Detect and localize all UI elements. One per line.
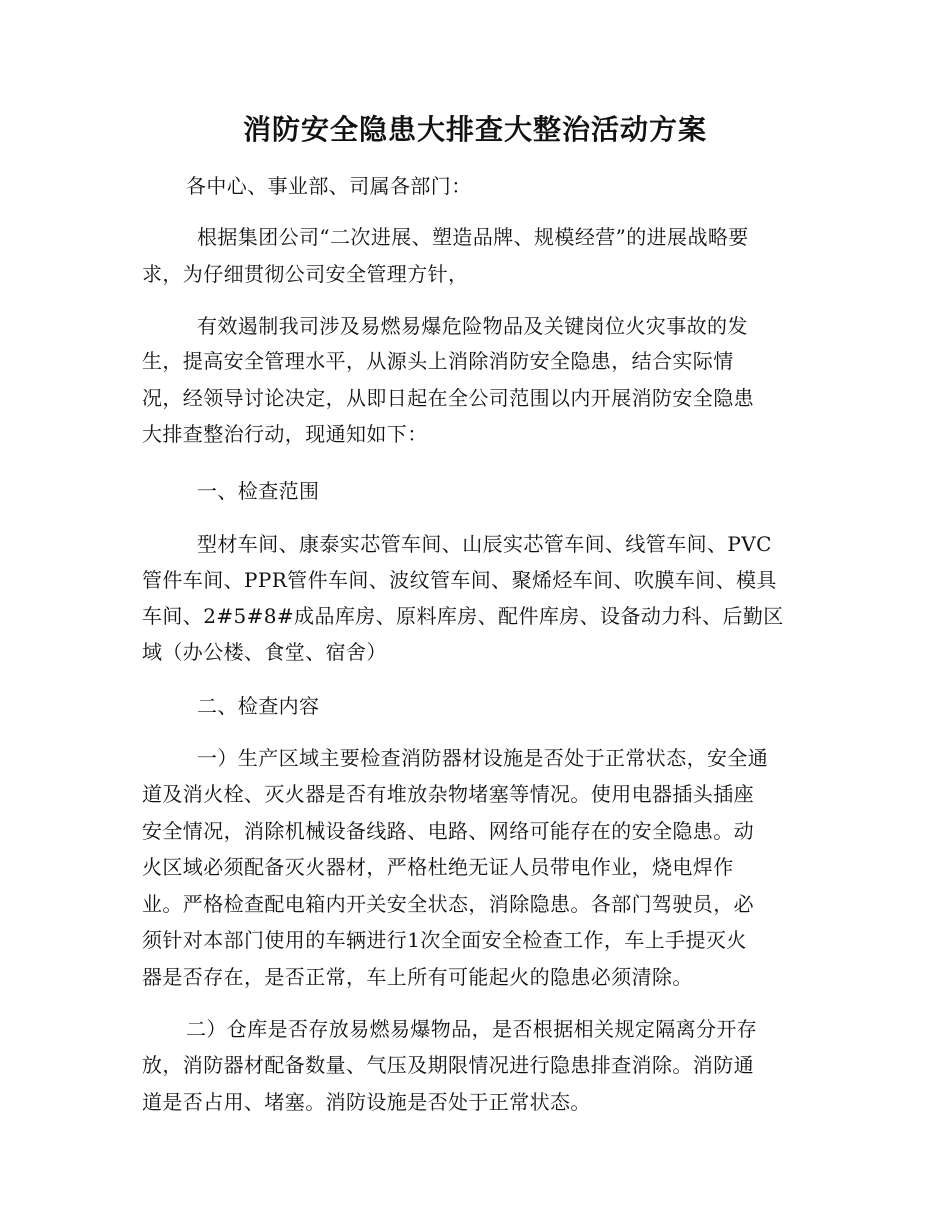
- scope-line-1: 型材车间、康泰实芯管车间、山辰实芯管车间、线管车间、PVC: [197, 532, 772, 556]
- purpose-line-3: 况，经领导讨论决定，从即日起在全公司范围以内开展消防安全隐患: [142, 386, 754, 410]
- purpose-line-4: 大排查整治行动，现通知如下：: [142, 422, 428, 446]
- content-1-line-3: 安全情况，消除机械设备线路、电路、网络可能存在的安全隐患。动: [142, 819, 754, 843]
- intro-line-1: 根据集团公司“二次进展、塑造品牌、规模经营”的进展战略要: [197, 225, 749, 249]
- scope-line-2: 管件车间、PPR管件车间、波纹管车间、聚烯烃车间、吹膜车间、模具: [142, 568, 777, 592]
- content-1-line-4: 火区域必须配备灭火器材，严格杜绝无证人员带电作业，烧电焊作: [142, 855, 734, 879]
- purpose-line-2: 生，提高安全管理水平，从源头上消除消防安全隐患，结合实际情: [142, 349, 734, 373]
- section-heading-content: 二、检查内容: [197, 694, 320, 718]
- content-2-line-1: 二）仓库是否存放易燃易爆物品，是否根据相关规定隔离分开存: [186, 1017, 758, 1041]
- scope-line-3: 车间、2#5#8#成品库房、原料库房、配件库房、设备动力科、后勤区: [142, 604, 784, 628]
- content-1-line-5: 业。严格检查配电箱内开关安全状态，消除隐患。各部门驾驶员，必: [142, 892, 754, 916]
- scope-line-4: 域（办公楼、食堂、宿舍）: [142, 640, 387, 664]
- content-1-line-7: 器是否存在，是否正常，车上所有可能起火的隐患必须清除。: [142, 965, 693, 989]
- content-1-line-6: 须针对本部门使用的车辆进行1次全面安全检查工作，车上手提灭火: [142, 928, 747, 952]
- content-2-line-2: 放，消防器材配备数量、气压及期限情况进行隐患排查消除。消防通: [142, 1053, 754, 1077]
- purpose-line-1: 有效遏制我司涉及易燃易爆危险物品及关键岗位火灾事故的发: [197, 314, 748, 338]
- intro-line-2: 求，为仔细贯彻公司安全管理方针，: [142, 262, 469, 286]
- content-2-line-3: 道是否占用、堵塞。消防设施是否处于正常状态。: [142, 1090, 591, 1114]
- content-1-line-2: 道及消火栓、灭火器是否有堆放杂物堵塞等情况。使用电器插头插座: [142, 782, 754, 806]
- content-1-line-1: 一）生产区域主要检查消防器材设施是否处于正常状态，安全通: [197, 746, 769, 770]
- salutation: 各中心、事业部、司属各部门：: [186, 174, 472, 198]
- section-heading-scope: 一、检查范围: [197, 479, 320, 503]
- document-title: 消防安全隐患大排查大整治活动方案: [242, 113, 707, 146]
